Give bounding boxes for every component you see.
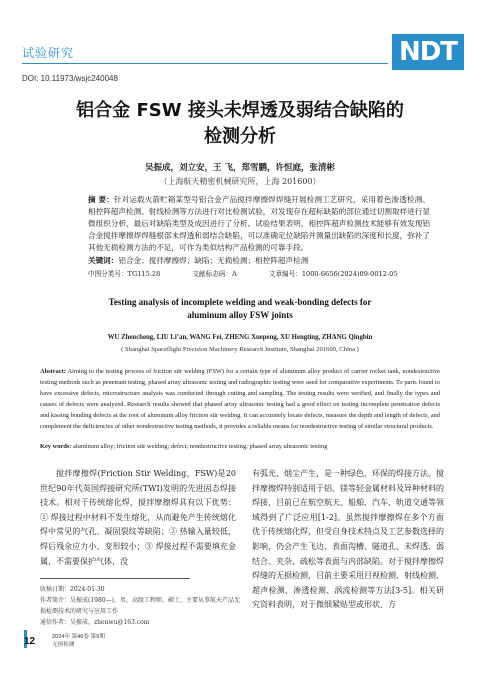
- section-label: 试验研究: [22, 46, 75, 60]
- affiliation-cn: （上海航天精密机械研究所，上海 201600）: [159, 177, 321, 186]
- author-bio: 作者简介：吴振成(1980—)，男，高级工程师，硕士，主要从事航天产品无损检测技术的研究与应用工作: [40, 597, 240, 615]
- abstract-en-text: Aiming to the testing process of friction stir welding (FSW) for a certain type of aluminum alloy product of carrier rocket tank, nondestructive testing methods such as penetrant testing, phased array ultrasonic testing and radiographic testing were used for comparative experiments. To parts found to have excessive defects, microstructure analysis was conducted through cutting and sampling. The testing results were verified, and finally the types and causes of defects were analyzed. Research results showed that phased array ultrasonic testing had a good effect on testing incomplete penetration defects and kissing bonding defects at the root of aluminum alloy friction stir welding. It can accurately locate defects, measure the depth and length of defects, and complement the deficiencies of other nondestructive testing methods, it provides a reliable means for nondestructive testing of similar structural products.: [40, 368, 441, 430]
- header-rule: [22, 63, 388, 64]
- keywords-en: [40, 443, 440, 450]
- journal-logo: NDT: [392, 34, 464, 70]
- body-column-left: [40, 467, 236, 569]
- abstract-cn-label: 摘 要：: [88, 195, 114, 204]
- affiliation-en: ( Shanghai Spaceflight Precision Machinery Research Institute, Shanghai 201600, China ): [121, 346, 359, 353]
- body-paragraph-right: 有弧光、烟尘产生，是一种绿色、环保的焊接方法。搅拌摩擦焊特别适用于铝、镁等轻金属材料及异种材料的焊接，目前已在航空航天、船舶、汽车、轨道交通等领域得到了广泛应用[1-2]。虽然搅拌摩擦焊在多个方面优于传统熔化焊，但受自身技术特点及工艺参数选择的影响，仍会产生飞边、表面沟槽、隧道孔、未焊透、弱结合、夹杂、疏松等表面与内部缺陷。对于搅拌摩擦焊焊缝的无损检测，目前主要采用目视检测、射线检测、超声检测、渗透检测、涡流检测等方法[3-5]。相关研究资料表明，对于微细紧贴型或形状、方: [252, 469, 444, 610]
- keywords-cn-label: 关键词：: [88, 256, 119, 265]
- clc-number: 中图分类号：TG115.28: [88, 270, 161, 278]
- authors-cn: 吴振成，刘立安，王 飞，郑雪鹏，许恒庭，张清彬: [145, 163, 335, 173]
- title-en: [0, 296, 480, 322]
- page-number: 12: [24, 636, 36, 647]
- body-paragraph-left: 搅拌摩擦焊(Friction Stir Welding，FSW)是20世纪90年代英国焊接研究所(TWI)发明的先进固态焊接技术。相对于传统熔化焊，搅拌摩擦焊具有以下优势：① 焊接过程中材料不发生熔化，从而避免产生传统熔化焊中常见的气孔、凝固裂纹等缺陷；② 热输入量较低，焊后残余应力小、变形较小；③ 焊接过程不需要填充金属，不需要保护气体，没: [40, 469, 236, 566]
- title-en-line1: Testing analysis of incomplete welding and weak-bonding defects for: [108, 297, 372, 307]
- footnote: [40, 584, 240, 628]
- abstract-cn-text: 针对运载火箭贮箱某型号铝合金产品搅拌摩擦焊焊缝开展检测工艺研究，采用着色渗透检测、相控阵超声检测、射线检测等方法进行对比检测试验，对发现存在超标缺陷的部位通过切割取样进行显微组织分析，最后对缺陷类型及成因进行了分析。试验结果表明，相控阵超声检测技术能够有效发现铝合金搅拌摩擦焊焊缝根部未焊透和弱结合缺陷，可以准确定位缺陷并测量出缺陷的深度和长度，弥补了其他无损检测方法的不足，可作为类似结构产品检测的可靠手段。: [88, 195, 430, 252]
- keywords-en-label: Key words:: [40, 443, 72, 450]
- abstract-en-label: Abstract:: [40, 368, 66, 375]
- received-date: 收稿日期：2024-01-30: [40, 586, 105, 593]
- classification-row: [88, 268, 430, 278]
- body-column-right: [252, 467, 444, 613]
- title-cn-line2: 检测分析: [204, 126, 276, 147]
- keywords-cn: [88, 255, 430, 267]
- title-cn-line1: 铝合金 FSW 接头未焊透及弱结合缺陷的: [76, 100, 404, 121]
- footnote-rule: [40, 578, 190, 579]
- authors-en: WU Zhencheng, LIU Li’an, WANG Fei, ZHENG Xuepeng, XU Hengting, ZHANG Qingbin: [107, 334, 373, 341]
- title-en-line2: aluminum alloy FSW joints: [187, 310, 293, 320]
- document-code: 文献标志码：A: [192, 270, 237, 278]
- keywords-en-text: aluminum alloy; friction stir welding; defect; nondestructive testing; phased array ultrasonic testing: [73, 443, 328, 450]
- title-cn: [0, 98, 480, 150]
- journal-issue: 2024年 第46卷 第9期: [52, 634, 105, 640]
- article-number: 文章编号：1000-6656(2024)09-0012-05: [268, 270, 398, 278]
- keywords-cn-text: 铝合金；搅拌摩擦焊；缺陷；无损检测；相控阵超声检测: [118, 256, 309, 265]
- corresponding-author: 通信作者：吴振成，zhenwu@163.com: [40, 619, 150, 626]
- journal-info: [52, 633, 105, 649]
- abstract-en: [40, 366, 440, 432]
- doi: DOI: 10.11973/wsjc240048: [22, 74, 118, 83]
- abstract-cn: [88, 194, 430, 254]
- journal-name: 无损检测: [52, 642, 75, 648]
